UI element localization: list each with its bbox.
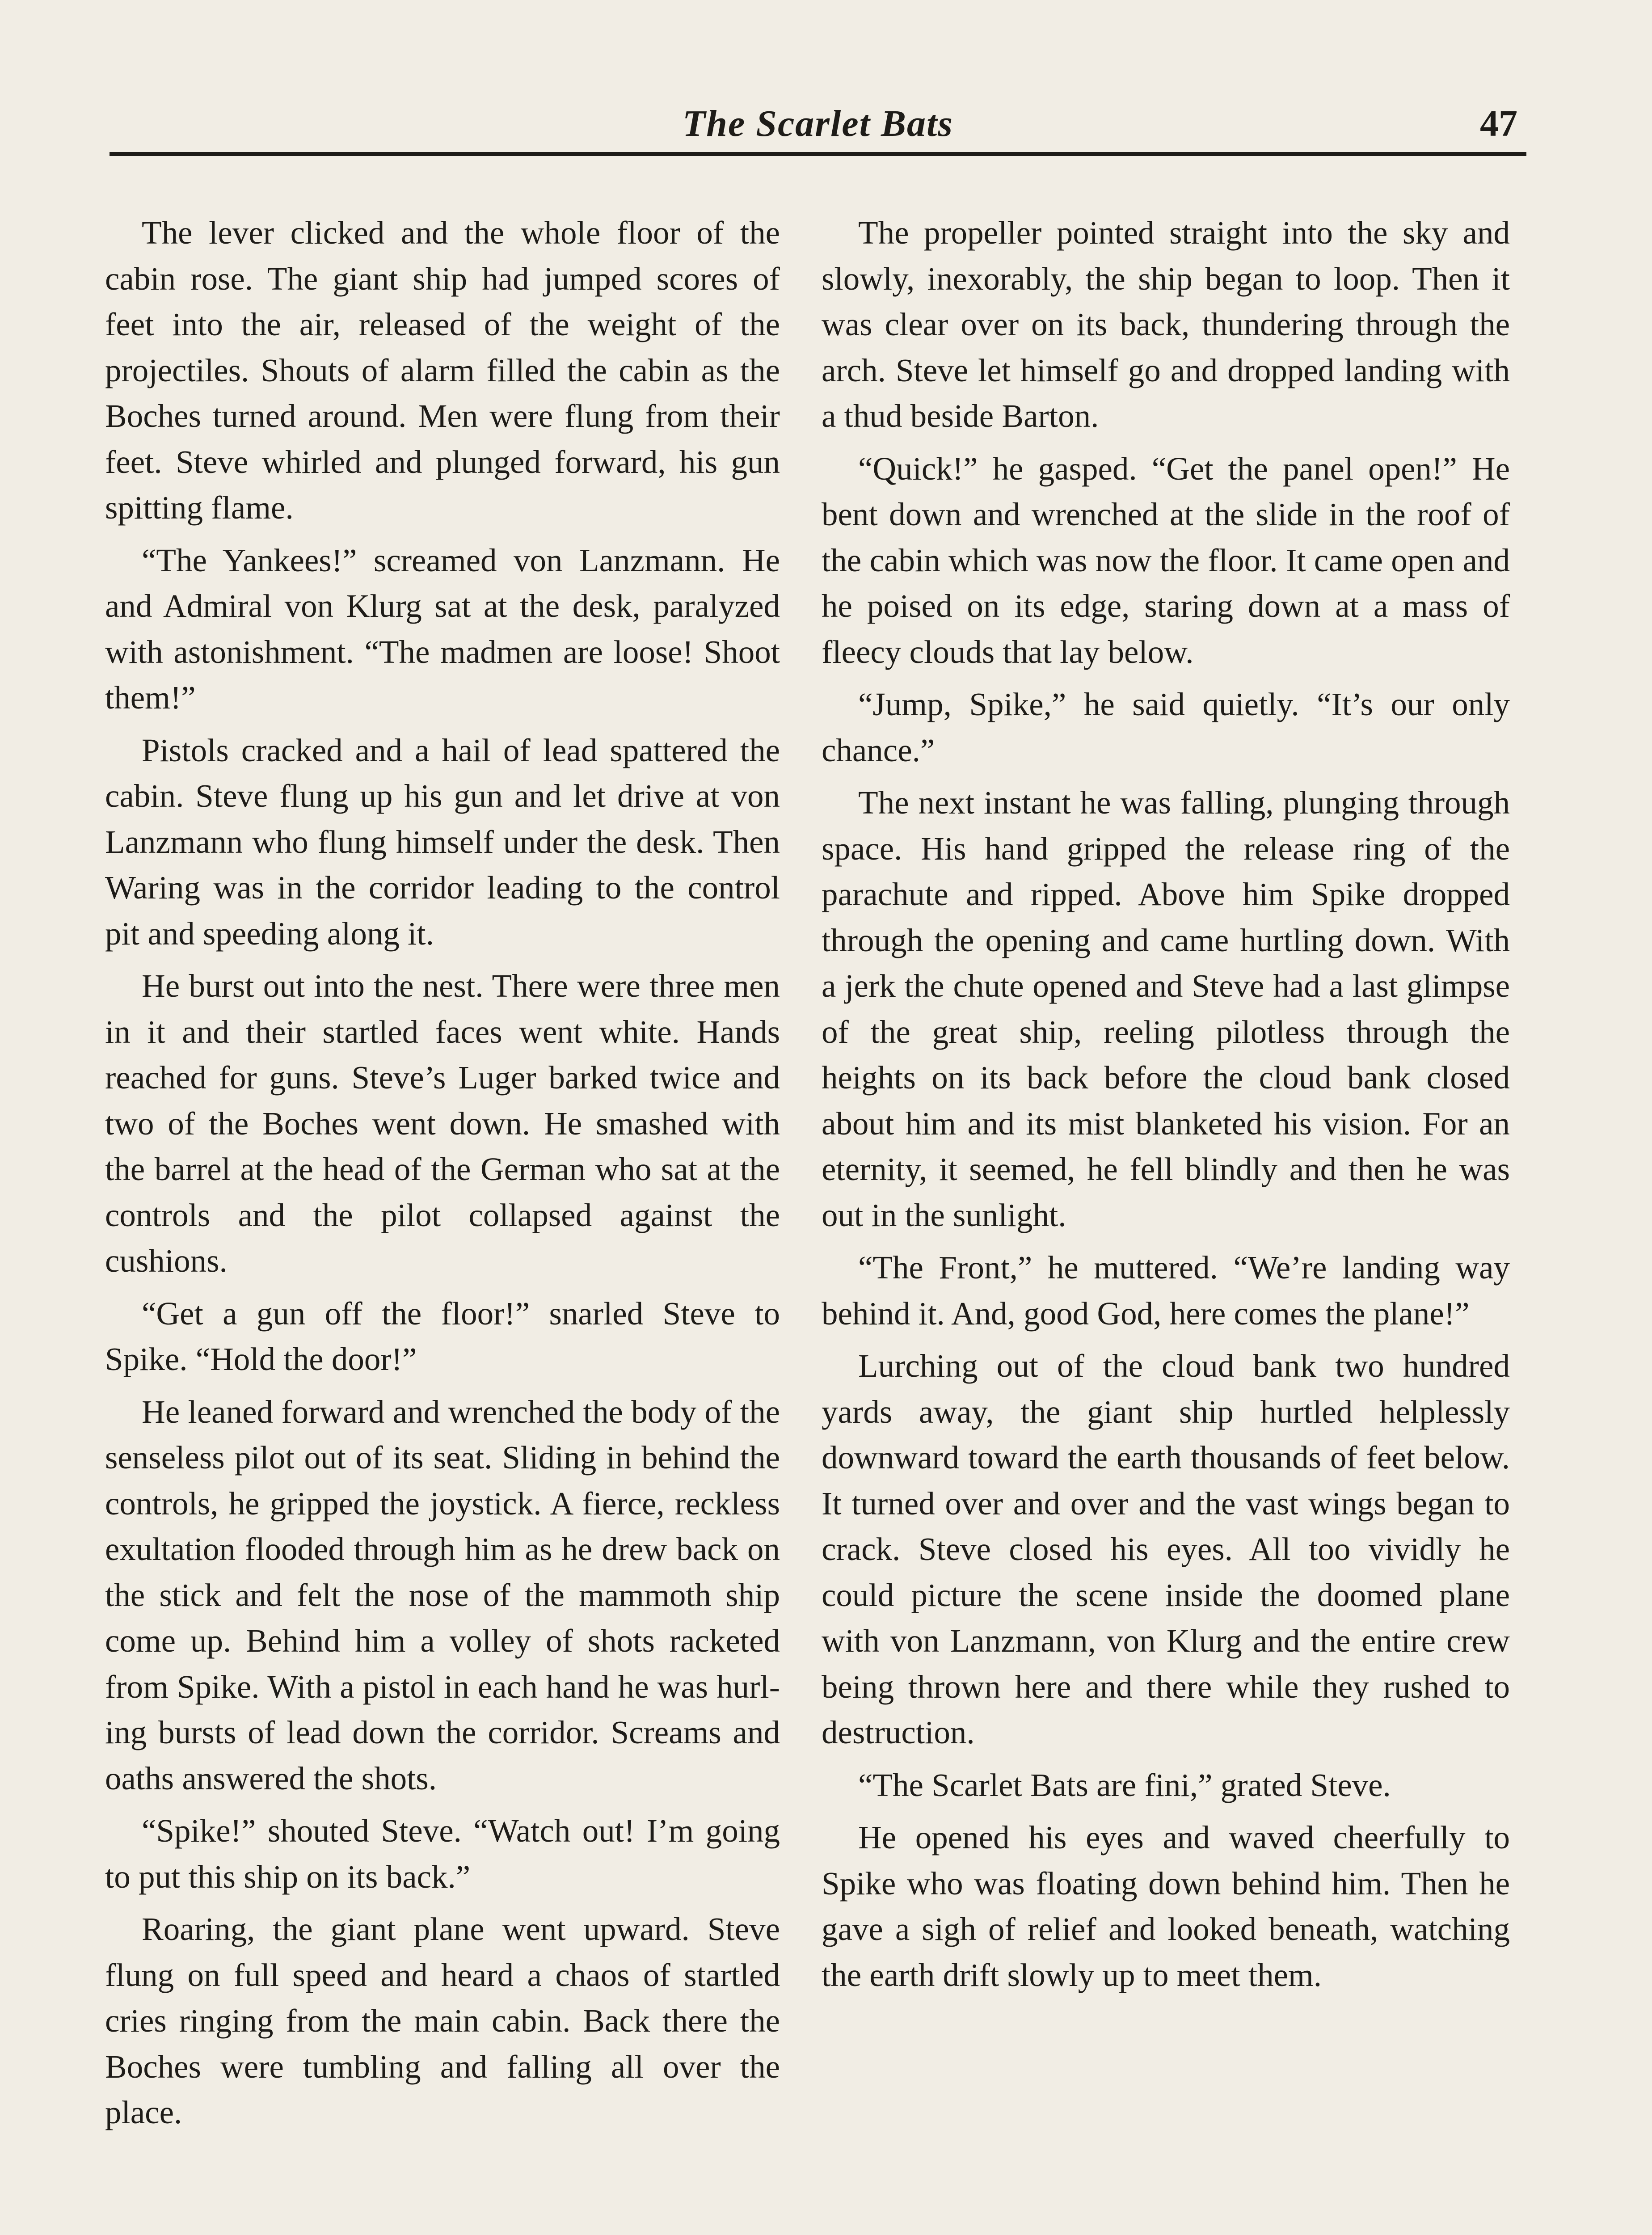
paragraph: Roaring, the giant plane went upward. Steve flung on full speed and heard a chaos of startled cries ringing from the main cabin. Back there the Boches were tumbling and falling all over the place. [105,1911,780,2130]
page-title: The Scarlet Bats [682,103,953,144]
paragraph: Lurching out of the cloud bank two hundred yards away, the giant ship hurtled helplessly downward toward the earth thousands of feet below. It turned over and over and the vast wings began to crack. Steve closed his eyes. All too vividly he could picture the scene inside the doomed plane with von Lanzmann, von Klurg and the entire crew being thrown here and there while they rushed to destruction. [822,1348,1510,1750]
paragraph: “The Front,” he muttered. “We’re landing way behind it. And, good God, here comes the plane!” [822,1249,1510,1332]
paragraph: “Jump, Spike,” he said quietly. “It’s our only chance.” [822,686,1510,768]
paragraph: The propeller pointed straight into the sky and slowly, inexorably, the ship began to loop. Then it was clear over on its back, thundering through the arch. Steve let himself go and dropped landing with a thud beside Barton. [822,215,1510,434]
paragraph: “Quick!” he gasped. “Get the panel open!” He bent down and wrenched at the slide in the roof of the cabin which was now the floor. It came open and he poised on its edge, staring down at a mass of fleecy clouds that lay below. [822,450,1510,670]
header-rule [110,152,1526,156]
page-header [110,94,1526,156]
right-column [822,210,1510,2005]
paragraph: “Spike!” shouted Steve. “Watch out! I’m going to put this ship on its back.” [105,1813,780,1895]
paragraph: Pistols cracked and a hail of lead spattered the cabin. Steve flung up his gun and let drive at von Lanzmann who flung himself under the desk. Then Waring was in the corridor leading to the control pit and speeding along it. [105,732,780,952]
paragraph: He leaned forward and wrenched the body of the senseless pilot out of its seat. Sliding in behind the controls, he gripped the joystick. A fierce, reckless exultation flooded through him as he drew back on the stick and felt the nose of the mammoth ship come up. Behind him a volley of shots racketed from Spike. With a pistol in each hand he was hurling bursts of lead down the corridor. Screams and oaths answered the shots. [105,1393,780,1796]
paragraph: “Get a gun off the floor!” snarled Steve to Spike. “Hold the door!” [105,1295,780,1377]
paragraph: The lever clicked and the whole floor of the cabin rose. The giant ship had jumped scores of feet into the air, released of the weight of the projectiles. Shouts of alarm filled the cabin as the Boches turned around. Men were flung from their feet. Steve whirled and plunged forward, his gun spitting flame. [105,215,780,526]
paragraph: He opened his eyes and waved cheerfully to Spike who was floating down behind him. Then he gave a sigh of relief and looked beneath, watching the earth drift slowly up to meet them. [822,1819,1510,1993]
paragraph: “The Scarlet Bats are fini,” grated Steve. [858,1767,1391,1803]
page-number: 47 [1480,103,1517,144]
left-column [105,210,780,2142]
paragraph: The next instant he was falling, plunging through space. His hand gripped the release ring of the parachute and ripped. Above him Spike dropped through the opening and came hurtling down. With a jerk the chute opened and Steve had a last glimpse of the great ship, reeling pilotless through the heights on its back before the cloud bank closed about him and its mist blanketed his vision. For an eternity, it seemed, he fell blindly and then he was out in the sunlight. [822,784,1510,1233]
paragraph: He burst out into the nest. There were three men in it and their startled faces went white. Hands reached for guns. Steve’s Luger barked twice and two of the Boches went down. He smashed with the barrel at the head of the German who sat at the controls and the pilot collapsed against the cushions. [105,968,780,1279]
paragraph: “The Yankees!” screamed von Lanzmann. He and Admiral von Klurg sat at the desk, paralyzed with astonishment. “The madmen are loose! Shoot them!” [105,542,780,716]
